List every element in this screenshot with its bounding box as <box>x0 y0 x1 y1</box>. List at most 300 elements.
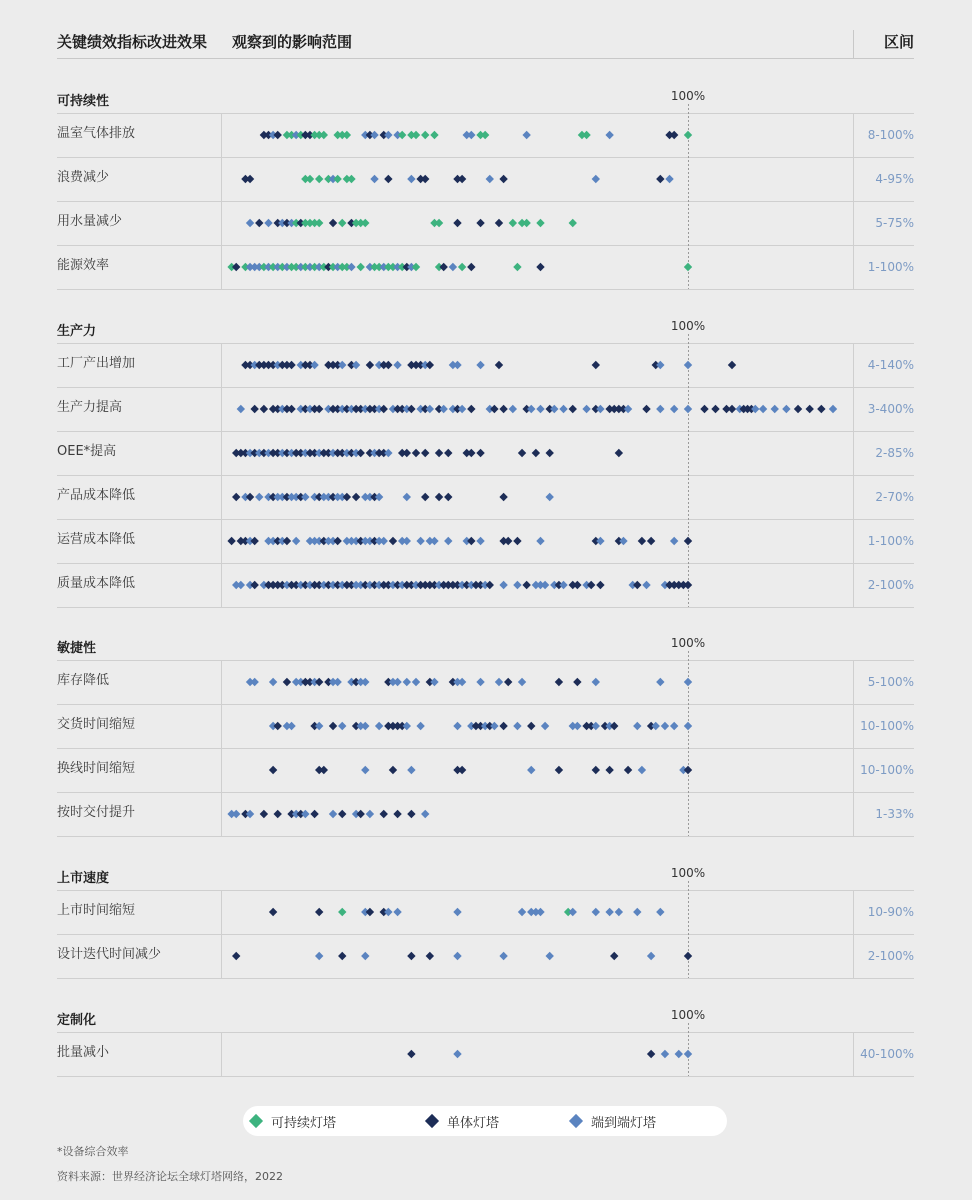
data-point <box>513 537 521 545</box>
data-point <box>596 581 604 589</box>
data-point <box>361 678 369 686</box>
header-impact: 观察到的影响范围 <box>232 33 353 51</box>
data-point <box>476 219 484 227</box>
row-range: 40-100% <box>860 1047 914 1061</box>
data-point <box>269 908 277 916</box>
data-point <box>453 361 461 369</box>
data-point <box>647 952 655 960</box>
data-point <box>421 493 429 501</box>
data-point <box>495 678 503 686</box>
row-label: 生产力提高 <box>57 400 123 415</box>
navy-diamond-icon <box>425 1114 439 1128</box>
row-label: 质量成本降低 <box>57 576 136 591</box>
data-point <box>541 722 549 730</box>
data-point <box>361 722 369 730</box>
data-point <box>366 810 374 818</box>
data-point <box>274 131 282 139</box>
data-point <box>684 263 692 271</box>
data-point <box>338 361 346 369</box>
data-point <box>264 219 272 227</box>
data-point <box>481 131 489 139</box>
data-point <box>499 175 507 183</box>
data-point <box>476 678 484 686</box>
row-range: 3-400% <box>867 402 914 416</box>
data-point <box>338 219 346 227</box>
reference-100-label: 100% <box>670 89 706 103</box>
data-point <box>670 131 678 139</box>
data-point <box>232 810 240 818</box>
data-point <box>467 131 475 139</box>
data-point <box>532 449 540 457</box>
data-point <box>592 678 600 686</box>
data-point <box>237 405 245 413</box>
row-label: 运营成本降低 <box>57 532 136 547</box>
data-point <box>509 219 517 227</box>
data-point <box>232 952 240 960</box>
data-point <box>407 1050 415 1058</box>
data-point <box>513 263 521 271</box>
data-point <box>416 722 424 730</box>
data-point <box>700 405 708 413</box>
category-title: 敏捷性 <box>57 641 97 656</box>
data-point <box>642 405 650 413</box>
data-point <box>283 537 291 545</box>
data-point <box>380 537 388 545</box>
row-label: 温室气体排放 <box>57 126 136 141</box>
data-point <box>728 405 736 413</box>
data-point <box>476 537 484 545</box>
data-point <box>759 405 767 413</box>
data-point <box>684 1050 692 1058</box>
data-point <box>794 405 802 413</box>
data-point <box>582 131 590 139</box>
data-point <box>315 678 323 686</box>
data-point <box>486 581 494 589</box>
data-point <box>356 449 364 457</box>
data-point <box>453 219 461 227</box>
data-point <box>476 449 484 457</box>
data-point <box>684 131 692 139</box>
data-point <box>338 810 346 818</box>
data-point <box>559 405 567 413</box>
row-range: 2-85% <box>875 446 914 460</box>
data-point <box>782 405 790 413</box>
data-point <box>412 678 420 686</box>
row-range: 1-100% <box>867 534 914 548</box>
data-point <box>527 722 535 730</box>
data-point <box>356 810 364 818</box>
data-point <box>656 678 664 686</box>
data-point <box>522 581 530 589</box>
data-point <box>684 537 692 545</box>
data-point <box>287 405 295 413</box>
row-range: 10-100% <box>860 763 914 777</box>
data-point <box>407 175 415 183</box>
data-point <box>283 678 291 686</box>
data-point <box>555 766 563 774</box>
data-point <box>615 908 623 916</box>
data-point <box>384 131 392 139</box>
blue-diamond-icon <box>569 1114 583 1128</box>
row-label: 设计迭代时间减少 <box>57 947 162 962</box>
data-point <box>347 263 355 271</box>
data-point <box>301 493 309 501</box>
data-point <box>310 810 318 818</box>
data-point <box>573 678 581 686</box>
data-point <box>453 722 461 730</box>
data-point <box>310 361 318 369</box>
row-range: 5-75% <box>875 216 914 230</box>
data-point <box>246 493 254 501</box>
data-point <box>596 537 604 545</box>
data-point <box>495 219 503 227</box>
data-point <box>661 722 669 730</box>
data-point <box>430 537 438 545</box>
data-point <box>227 537 235 545</box>
row-range: 10-100% <box>860 719 914 733</box>
data-point <box>771 405 779 413</box>
data-point <box>605 908 613 916</box>
reference-100-label: 100% <box>670 1008 706 1022</box>
data-point <box>393 810 401 818</box>
data-point <box>569 219 577 227</box>
data-point <box>320 131 328 139</box>
data-point <box>467 405 475 413</box>
data-point <box>592 722 600 730</box>
legend-label: 单体灯塔 <box>447 1115 500 1131</box>
data-point <box>518 449 526 457</box>
data-point <box>407 810 415 818</box>
data-point <box>403 678 411 686</box>
data-point <box>320 766 328 774</box>
row-label: 交货时间缩短 <box>57 717 136 732</box>
header-kpi: 关键绩效指标改进效果 <box>57 33 208 51</box>
data-point <box>522 131 530 139</box>
data-point <box>444 449 452 457</box>
data-point <box>518 678 526 686</box>
data-point <box>416 537 424 545</box>
category-title: 生产力 <box>57 324 97 339</box>
row-label: 库存降低 <box>57 673 110 688</box>
data-point <box>499 581 507 589</box>
data-point <box>569 405 577 413</box>
row-label: 换线时间缩短 <box>57 761 136 776</box>
data-point <box>269 766 277 774</box>
data-point <box>361 952 369 960</box>
data-point <box>633 722 641 730</box>
data-point <box>315 405 323 413</box>
data-point <box>711 405 719 413</box>
data-point <box>458 175 466 183</box>
data-point <box>375 722 383 730</box>
data-point <box>333 678 341 686</box>
data-point <box>435 493 443 501</box>
data-point <box>375 493 383 501</box>
data-point <box>458 405 466 413</box>
data-point <box>665 175 673 183</box>
header-range: 区间 <box>883 33 914 51</box>
data-point <box>315 175 323 183</box>
data-point <box>569 908 577 916</box>
data-point <box>610 952 618 960</box>
data-point <box>541 581 549 589</box>
data-point <box>587 581 595 589</box>
data-point <box>352 361 360 369</box>
data-point <box>633 581 641 589</box>
row-range: 4-140% <box>867 358 914 372</box>
data-point <box>453 1050 461 1058</box>
row-label: 工厂产出增加 <box>57 356 136 371</box>
row-label: OEE*提高 <box>57 444 117 459</box>
data-point <box>513 722 521 730</box>
data-point <box>412 131 420 139</box>
data-point <box>380 405 388 413</box>
data-point <box>393 908 401 916</box>
data-point <box>435 449 443 457</box>
data-point <box>638 766 646 774</box>
data-point <box>384 175 392 183</box>
row-label: 产品成本降低 <box>57 488 136 503</box>
data-point <box>260 810 268 818</box>
data-point <box>361 219 369 227</box>
data-point <box>592 766 600 774</box>
data-point <box>656 405 664 413</box>
data-point <box>250 581 258 589</box>
row-range: 4-95% <box>875 172 914 186</box>
data-point <box>250 678 258 686</box>
data-point <box>805 405 813 413</box>
data-point <box>403 449 411 457</box>
data-point <box>555 678 563 686</box>
data-point <box>333 175 341 183</box>
category-title: 上市速度 <box>57 871 110 886</box>
data-point <box>656 908 664 916</box>
data-point <box>426 361 434 369</box>
data-point <box>670 537 678 545</box>
data-point <box>513 581 521 589</box>
reference-100-label: 100% <box>670 866 706 880</box>
data-point <box>250 537 258 545</box>
data-point <box>499 493 507 501</box>
legend-item-e2e <box>571 1106 656 1136</box>
data-point <box>403 493 411 501</box>
data-point <box>246 810 254 818</box>
data-point <box>684 581 692 589</box>
data-point <box>421 810 429 818</box>
data-point <box>518 908 526 916</box>
data-point <box>274 722 282 730</box>
data-point <box>550 405 558 413</box>
data-point <box>329 219 337 227</box>
row-range: 2-70% <box>875 490 914 504</box>
data-point <box>444 537 452 545</box>
data-point <box>407 405 415 413</box>
data-point <box>380 810 388 818</box>
row-range: 2-100% <box>867 949 914 963</box>
legend-label: 可持续灯塔 <box>271 1115 337 1131</box>
data-point <box>684 722 692 730</box>
data-point <box>486 175 494 183</box>
data-point <box>338 952 346 960</box>
data-point <box>430 131 438 139</box>
data-point <box>389 537 397 545</box>
data-point <box>670 722 678 730</box>
data-point <box>449 263 457 271</box>
row-range: 1-100% <box>867 260 914 274</box>
data-point <box>237 581 245 589</box>
data-point <box>509 405 517 413</box>
data-point <box>728 361 736 369</box>
row-label: 浪费减少 <box>57 170 110 185</box>
data-point <box>624 766 632 774</box>
data-point <box>490 405 498 413</box>
data-point <box>684 678 692 686</box>
data-point <box>292 537 300 545</box>
row-label: 批量减小 <box>57 1045 110 1060</box>
row-range: 8-100% <box>867 128 914 142</box>
data-point <box>504 678 512 686</box>
data-point <box>306 175 314 183</box>
data-point <box>421 175 429 183</box>
category-title: 定制化 <box>57 1013 97 1028</box>
row-label: 上市时间缩短 <box>57 903 136 918</box>
data-point <box>546 493 554 501</box>
data-point <box>573 722 581 730</box>
data-point <box>407 952 415 960</box>
data-point <box>829 405 837 413</box>
data-point <box>384 449 392 457</box>
data-point <box>333 537 341 545</box>
data-point <box>315 952 323 960</box>
data-point <box>504 537 512 545</box>
data-point <box>536 405 544 413</box>
row-label: 按时交付提升 <box>57 805 136 820</box>
data-point <box>412 449 420 457</box>
data-point <box>536 219 544 227</box>
data-point <box>476 361 484 369</box>
data-point <box>398 131 406 139</box>
green-diamond-icon <box>249 1114 263 1128</box>
data-point <box>675 1050 683 1058</box>
data-point <box>426 405 434 413</box>
data-point <box>246 175 254 183</box>
data-point <box>407 766 415 774</box>
data-point <box>647 1050 655 1058</box>
data-point <box>467 449 475 457</box>
data-point <box>439 405 447 413</box>
row-range: 1-33% <box>875 807 914 821</box>
data-point <box>343 493 351 501</box>
data-point <box>412 263 420 271</box>
data-point <box>403 537 411 545</box>
data-point <box>536 263 544 271</box>
data-point <box>260 405 268 413</box>
data-point <box>499 722 507 730</box>
data-point <box>458 263 466 271</box>
data-point <box>343 131 351 139</box>
data-point <box>652 722 660 730</box>
data-point <box>536 537 544 545</box>
data-point <box>656 361 664 369</box>
data-point <box>490 722 498 730</box>
row-label: 用水量减少 <box>57 214 123 229</box>
data-point <box>573 581 581 589</box>
legend-item-single <box>427 1106 499 1136</box>
data-point <box>522 219 530 227</box>
data-point <box>536 908 544 916</box>
data-point <box>315 219 323 227</box>
footnote: *设备综合效率 <box>57 1145 129 1158</box>
legend-label: 端到端灯塔 <box>591 1115 657 1131</box>
row-label: 能源效率 <box>57 258 110 273</box>
data-point <box>670 405 678 413</box>
data-point <box>389 766 397 774</box>
data-point <box>393 678 401 686</box>
data-point <box>527 766 535 774</box>
data-point <box>495 361 503 369</box>
data-point <box>582 405 590 413</box>
data-point <box>453 952 461 960</box>
data-point <box>255 219 263 227</box>
data-point <box>817 405 825 413</box>
data-point <box>559 581 567 589</box>
data-point <box>356 263 364 271</box>
reference-100-label: 100% <box>670 636 706 650</box>
data-point <box>499 405 507 413</box>
data-point <box>338 908 346 916</box>
data-point <box>605 131 613 139</box>
data-point <box>269 678 277 686</box>
reference-100-label: 100% <box>670 319 706 333</box>
data-point <box>546 952 554 960</box>
data-point <box>421 449 429 457</box>
data-point <box>642 581 650 589</box>
data-point <box>246 219 254 227</box>
data-point <box>453 908 461 916</box>
legend <box>243 1106 727 1136</box>
data-point <box>315 908 323 916</box>
data-point <box>426 952 434 960</box>
data-point <box>366 908 374 916</box>
data-point <box>458 766 466 774</box>
data-point <box>232 263 240 271</box>
data-point <box>421 131 429 139</box>
data-point <box>403 722 411 730</box>
data-point <box>684 405 692 413</box>
row-range: 5-100% <box>867 675 914 689</box>
data-point <box>274 810 282 818</box>
data-point <box>439 263 447 271</box>
data-point <box>366 361 374 369</box>
data-point <box>329 810 337 818</box>
data-point <box>633 908 641 916</box>
data-point <box>647 537 655 545</box>
data-point <box>610 722 618 730</box>
data-point <box>596 405 604 413</box>
data-point <box>287 722 295 730</box>
data-point <box>370 131 378 139</box>
data-point <box>255 493 263 501</box>
data-point <box>592 908 600 916</box>
data-point <box>527 405 535 413</box>
data-point <box>467 537 475 545</box>
data-point <box>605 766 613 774</box>
data-point <box>624 405 632 413</box>
data-point <box>546 449 554 457</box>
data-point <box>684 766 692 774</box>
data-point <box>301 810 309 818</box>
data-point <box>467 263 475 271</box>
